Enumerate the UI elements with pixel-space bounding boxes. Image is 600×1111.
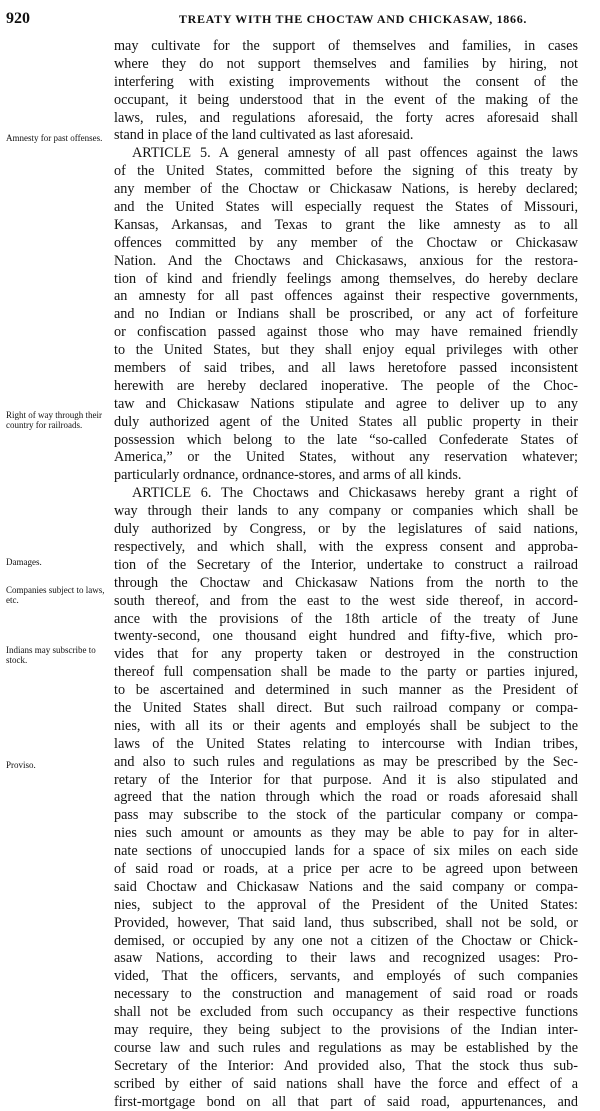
- margin-note-amnesty: Amnesty for past offenses.: [6, 133, 103, 143]
- text-line: nies, with all its or their agents and employés shall be subject to the: [114, 717, 578, 734]
- text-line: course law and such rules and regulations as may be established by the: [114, 1039, 578, 1056]
- text-line: demised, or occupied by any one not a citizen of the Choctaw or Chick-: [114, 932, 578, 949]
- text-line: nies such amount or amounts as they may be able to pay for in alter-: [114, 825, 578, 842]
- text-line: pass may subscribe to the stock of the particular company or compa-: [114, 807, 578, 824]
- text-line: agreed that the nation through which the road or roads aforesaid shall: [114, 789, 578, 806]
- text-line: asaw Nations, according to their laws and recognized usages: Pro-: [114, 950, 578, 967]
- text-line: interfering with existing improvements without the consent of the: [114, 73, 578, 90]
- text-line: to be ascertained and determined in such manner as the President of: [114, 682, 578, 699]
- text-line: retary of the Interior for that purpose. And it is also stipulated and: [114, 771, 578, 788]
- text-line: to the United States, but they shall enjoy equal privileges with other: [114, 342, 578, 359]
- text-line: and also to such rules and regulations as may be prescribed by the Sec-: [114, 753, 578, 770]
- text-line: necessary to the construction and management of said road or roads: [114, 986, 578, 1003]
- text-line: vided, That the officers, servants, and employés of such companies: [114, 968, 578, 985]
- text-line: where they do not support themselves and families by hiring, not: [114, 55, 578, 72]
- text-line: occupant, it being understood that in the event of the making of the: [114, 91, 578, 108]
- text-line: thereof full compensation shall be made to the party or parties injured,: [114, 664, 578, 681]
- page-number: 920: [6, 10, 30, 27]
- text-line: through the Choctaw and Chickasaw Nations from the north to the: [114, 574, 578, 591]
- text-line: south thereof, and from the east to the west side thereof, in accord-: [114, 592, 578, 609]
- text-line: members of said tribes, and all laws heretofore passed inconsistent: [114, 360, 578, 377]
- margin-note-companies: Companies subject to laws, etc.: [6, 585, 105, 605]
- running-title: TREATY WITH THE CHOCTAW AND CHICKASAW, 1866.: [178, 12, 528, 26]
- text-line: offences committed by any member of the Choctaw or Chickasaw: [114, 234, 578, 251]
- text-line: possession which belong to the late “so-called Confederate States of: [114, 431, 578, 448]
- text-line: America,” or the United States, without any reservation whatever;: [114, 449, 578, 466]
- text-line: Provided, however, That said land, thus subscribed, shall not be sold, or: [114, 914, 578, 931]
- text-line: herewith are hereby declared inoperative. The people of the Choc-: [114, 377, 578, 394]
- page-header: [6, 10, 590, 30]
- text-line: duly authorized by Congress, or by the legislatures of said nations,: [114, 521, 578, 538]
- text-line: first-mortgage bond on all that part of said road, appurtenances, and: [114, 1093, 578, 1110]
- text-line: may cultivate for the support of themselves and families, in cases: [114, 38, 578, 54]
- text-line: stand in place of the land cultivated as last aforesaid.: [114, 127, 414, 144]
- margin-note-damages: Damages.: [6, 557, 42, 567]
- text-line: duly authorized agent of the United States all public property in their: [114, 413, 578, 430]
- text-line: and the United States will especially request the States of Missouri,: [114, 199, 578, 216]
- text-line: shall not be excluded from such occupancy as their respective functions: [114, 1004, 578, 1021]
- text-line: may require, they being subject to the provisions of the Indian inter-: [114, 1021, 578, 1038]
- text-line: vides that for any property taken or destroyed in the construction: [114, 646, 578, 663]
- text-line: ARTICLE 5. A general amnesty of all past offences against the laws: [132, 145, 578, 162]
- text-line: laws, rules, and regulations aforesaid, the forty acres aforesaid shall: [114, 109, 578, 126]
- margin-note-indians-subscribe: Indians may subscribe to stock.: [6, 645, 96, 665]
- text-line: way through their lands to any company or companies which shall be: [114, 503, 578, 520]
- text-line: taw and Chickasaw Nations stipulate and agree to deliver up to any: [114, 395, 578, 412]
- treaty-text: [114, 38, 578, 1111]
- text-line: particularly ordnance, ordnance-stores, and arms of all kinds.: [114, 467, 462, 484]
- text-line: laws of the United States relating to intercourse with Indian tribes,: [114, 735, 578, 752]
- text-line: Secretary of the Interior: And provided also, That the stock thus sub-: [114, 1057, 578, 1074]
- text-line: respectively, and which shall, with the express consent and approba-: [114, 538, 578, 555]
- text-line: Kansas, Arkansas, and Texas to grant the like amnesty as to all: [114, 216, 578, 233]
- text-line: scribed by either of said nations shall have the force and effect of a: [114, 1075, 578, 1092]
- text-line: the United States shall direct. But such railroad company or compa-: [114, 699, 578, 716]
- text-line: of the United States, committed before the signing of this treaty by: [114, 163, 578, 180]
- text-line: any member of the Choctaw or Chickasaw Nations, is hereby declared;: [114, 181, 578, 198]
- text-line: Nation. And the Choctaws and Chickasaws, anxious for the restora-: [114, 252, 578, 269]
- text-line: nate sections of unoccupied lands for a space of six miles on each side: [114, 843, 578, 860]
- margin-note-right-of-way: Right of way through their country for railroads.: [6, 410, 102, 430]
- margin-note-proviso: Proviso.: [6, 760, 36, 770]
- text-line: or confiscation passed against those who may have remained friendly: [114, 324, 578, 341]
- text-line: ance with the provisions of the 18th article of the treaty of June: [114, 610, 578, 627]
- text-line: and no Indian or Indians shall be proscribed, or any act of forfeiture: [114, 306, 578, 323]
- text-line: tion of the Secretary of the Interior, undertake to construct a railroad: [114, 556, 578, 573]
- text-line: ARTICLE 6. The Choctaws and Chickasaws hereby grant a right of: [132, 485, 578, 502]
- text-line: an amnesty for all past offences against their respective governments,: [114, 288, 578, 305]
- text-line: twenty-second, one thousand eight hundred and fifty-five, which pro-: [114, 628, 578, 645]
- text-line: nies, subject to the approval of the President of the United States:: [114, 896, 578, 913]
- text-line: said Choctaw and Chickasaw Nations and the said company or compa-: [114, 878, 578, 895]
- text-line: of said road or roads, at a price per acre to be agreed upon between: [114, 860, 578, 877]
- text-line: tion of kind and friendly feelings among themselves, do hereby declare: [114, 270, 578, 287]
